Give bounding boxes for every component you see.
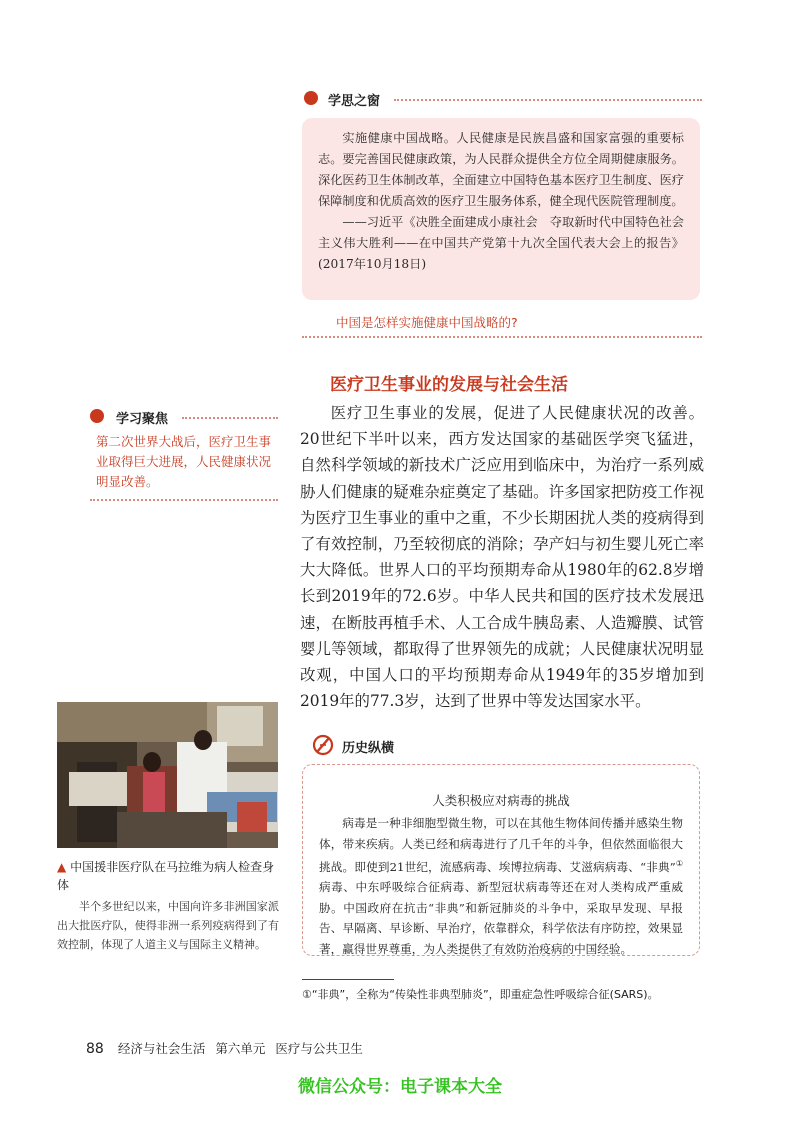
thinking-window-box [302,118,700,300]
history-body [319,813,683,959]
main-text [300,400,704,714]
chapter-title: 医疗与公共卫生 [275,1041,363,1056]
focus-label: 学习聚焦 [116,412,169,427]
thinking-window-label: 学思之窗 [328,94,381,109]
photo-description: 半个多世纪以来，中国向许多非洲国家派出大批医疗队，使得非洲一系列疫病得到了有效控制，体现了人道主义与国际主义精神。 [57,900,279,951]
history-title: 人类积极应对病毒的挑战 [432,793,570,808]
unit-title: 第六单元 [215,1041,266,1056]
divider [394,99,702,101]
page-footer [86,1039,363,1057]
history-label: 历史纵横 [342,741,395,756]
divider [302,336,702,338]
thinking-window-paragraph: 实施健康中国战略。人民健康是民族昌盛和国家富强的重要标志。要完善国民健康政策，为人民群众提供全方位全周期健康服务。深化医药卫生体制改革，全面建立中国特色基本医疗卫生制度、医疗保障制度和优质高效的医疗卫生服务体系，健全现代医院管理制度。 [318,131,684,208]
medical-team-photo [57,702,278,848]
history-body-part2: 病毒、中东呼吸综合征病毒、新型冠状病毒等还在对人类构成严重威胁。中国政府在抗击“非典”和新冠肺炎的斗争中，采取早发现、早报告、早隔离、早诊断、早治疗，依靠群众，科学依法有序防控，效果显著，赢得世界尊重，为人类提供了有效防治疫病的中国经验。 [319,880,683,956]
history-icon [312,734,334,756]
book-title: 经济与社会生活 [117,1041,206,1056]
history-box [302,764,700,956]
thinking-window-question: 中国是怎样实施健康中国战略的? [336,315,518,330]
main-paragraph: 医疗卫生事业的发展，促进了人民健康状况的改善。20世纪下半叶以来，西方发达国家的基础医学突飞猛进，自然科学领域的新技术广泛应用到临床中，为治疗一系列威胁人们健康的疑难杂症奠定了基础。许多国家把防疫工作视为医疗卫生事业的重中之重，不少长期困扰人类的疫病得到了有效控制，乃至较彻底的消除；孕产妇与初生婴儿死亡率大大降低。世界人口的平均预期寿命从1980年的62.8岁增长到2019年的72.6岁。中华人民共和国的医疗技术发展迅速，在断肢再植手术、人工合成牛胰岛素、人造瓣膜、试管婴儿等领域，都取得了世界领先的成就；人民健康状况明显改观，中国人口的平均预期寿命从1949年的35岁增加到2019年的77.3岁，达到了世界中等发达国家水平。 [300,404,704,711]
watermark: 微信公众号：电子课本大全 [298,1077,502,1097]
divider [90,499,278,501]
bullet-dot-icon [90,409,104,423]
page-number: 88 [86,1041,104,1057]
footnote: ①“非典”，全称为“传染性非典型肺炎”，即重症急性呼吸综合征(SARS)。 [302,988,659,1001]
triangle-icon: ▲ [57,860,67,874]
thinking-window-source: ——习近平《决胜全面建成小康社会 夺取新时代中国特色社会主义伟大胜利——在中国共产党第十九次全国代表大会上的报告》(2017年10月18日) [318,215,684,271]
history-body-part1: 病毒是一种非细胞型微生物，可以在其他生物体间传播并感染生物体，带来疾病。人类已经和病毒进行了几千年的斗争，但依然面临很大挑战。即使到21世纪，流感病毒、埃博拉病毒、艾滋病病毒、“非典” [319,816,683,874]
bullet-dot-icon [304,91,318,105]
focus-text: 第二次世界大战后，医疗卫生事业取得巨大进展，人民健康状况明显改善。 [96,434,272,489]
footnote-divider [302,979,394,980]
divider [182,417,278,419]
photo-caption [57,858,279,894]
section-title: 医疗卫生事业的发展与社会生活 [330,375,568,395]
footnote-mark: ① [675,859,684,868]
photo-caption-text: 中国援非医疗队在马拉维为病人检查身体 [57,860,275,892]
